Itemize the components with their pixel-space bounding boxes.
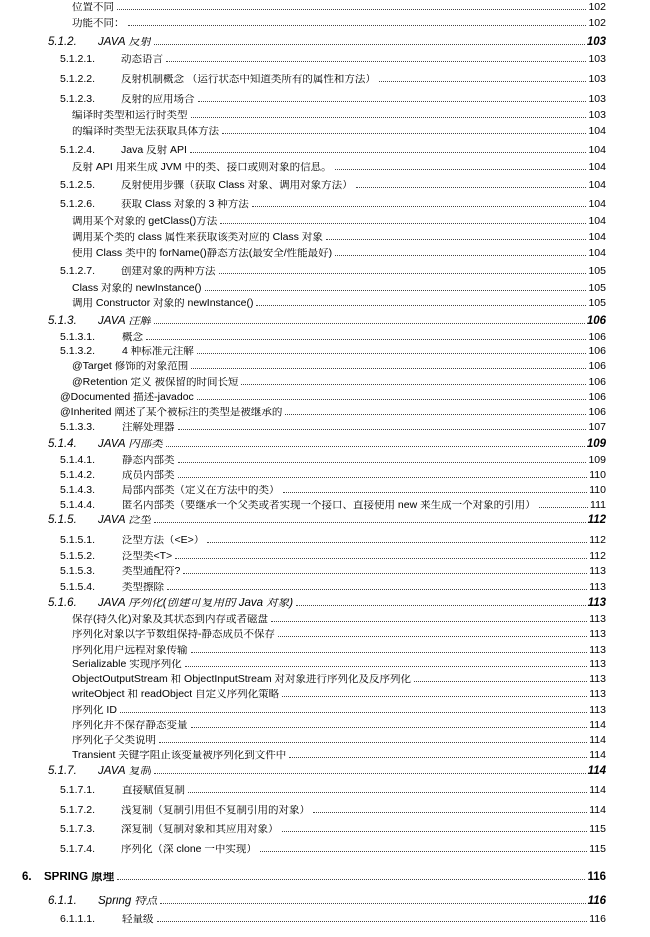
toc-entry[interactable] [72, 2, 606, 13]
toc-dot-leader [241, 384, 586, 385]
toc-entry[interactable] [60, 422, 606, 433]
toc-entry-page-number: 113 [589, 688, 606, 700]
toc-entry-title: JAVA 复制 [98, 766, 152, 777]
toc-entry[interactable] [60, 805, 606, 816]
toc-entry-title: 序列化（深 clone 一中实现） [121, 844, 257, 855]
toc-entry-page-number: 113 [589, 658, 606, 670]
toc-dot-leader [128, 25, 587, 26]
toc-entry[interactable] [60, 500, 606, 511]
toc-entry[interactable] [72, 248, 606, 259]
toc-entry-title: 反射 API 用来生成 JVM 中的类、接口或则对象的信息。 [72, 162, 332, 173]
toc-entry-title: @Documented 描述-javadoc [60, 392, 194, 403]
toc-entry-number: 5.1.3.2. [60, 345, 96, 357]
toc-entry-title: 功能不同： [72, 18, 125, 29]
toc-entry-number: 5.1.6. [48, 597, 77, 609]
toc-entry-page-number: 104 [588, 198, 606, 210]
toc-dot-leader [175, 558, 587, 559]
toc-entry-page-number: 106 [586, 315, 606, 327]
toc-entry-number: 5.1.7. [48, 765, 77, 777]
toc-entry-title: Serializable 实现序列化 [72, 659, 182, 670]
toc-dot-leader [191, 652, 588, 653]
toc-dot-leader [252, 206, 587, 207]
toc-entry-number: 5.1.4.3. [60, 484, 96, 496]
toc-entry[interactable] [48, 598, 606, 610]
toc-entry-page-number: 106 [588, 391, 606, 403]
toc-entry[interactable] [72, 162, 606, 173]
toc-entry-number: 5.1.5.2. [60, 550, 96, 562]
toc-entry-title: 序列化对象以字节数组保持-静态成员不保存 [72, 629, 275, 640]
toc-entry-number: 5.1.3.1. [60, 331, 96, 343]
toc-dot-leader [154, 773, 585, 774]
toc-entry-title: @Target 修饰的对象范围 [72, 361, 189, 372]
toc-entry[interactable] [72, 750, 606, 761]
toc-dot-leader [222, 133, 586, 134]
toc-entry-number: 5.1.3.3. [60, 421, 96, 433]
toc-entry-number: 5.1.2.4. [60, 144, 96, 156]
toc-entry-page-number: 109 [586, 438, 606, 450]
toc-entry[interactable] [72, 674, 606, 685]
toc-entry-page-number: 104 [588, 247, 606, 259]
toc-entry-title: 浅复制（复制引用但不复制引用的对象） [121, 805, 310, 816]
toc-entry-page-number: 104 [588, 179, 606, 191]
toc-entry[interactable] [48, 316, 606, 328]
toc-entry[interactable] [72, 18, 606, 29]
toc-entry-title: JAVA 内部类 [98, 439, 163, 450]
toc-entry-page-number: 112 [587, 514, 606, 526]
toc-entry[interactable] [72, 110, 606, 121]
toc-dot-leader [157, 921, 588, 922]
toc-dot-leader [326, 239, 587, 240]
toc-entry-title: 概念 [122, 332, 143, 343]
toc-dot-leader [220, 223, 586, 224]
toc-entry-number: 5.1.7.3. [60, 823, 96, 835]
toc-entry[interactable] [48, 37, 606, 49]
toc-entry-title: 轻量级 [122, 914, 154, 925]
toc-entry[interactable] [60, 145, 606, 156]
toc-dot-leader [185, 666, 588, 667]
toc-dot-leader [159, 742, 587, 743]
toc-entry-title: 位置不同 [72, 2, 114, 13]
toc-entry[interactable] [72, 705, 606, 716]
toc-entry-title: 深复制（复制对象和其应用对象） [121, 824, 279, 835]
toc-entry[interactable] [72, 735, 606, 746]
toc-dot-leader [207, 542, 587, 543]
toc-entry-title: 创建对象的两种方法 [121, 266, 216, 277]
toc-entry-title: 序列化 ID [72, 705, 117, 716]
toc-entry-title: 匿名内部类（要继承一个父类或者实现一个接口、直接使用 new 来生成一个对象的引用） [122, 500, 536, 511]
toc-entry-page-number: 106 [588, 360, 606, 372]
toc-entry-page-number: 115 [589, 823, 606, 835]
toc-entry[interactable] [60, 535, 606, 546]
toc-entry-title: 保存(持久化)对象及其状态到内存或者磁盘 [72, 614, 268, 625]
toc-dot-leader [197, 353, 587, 354]
toc-entry-page-number: 113 [589, 673, 606, 685]
toc-entry-page-number: 103 [588, 109, 606, 121]
toc-dot-leader [183, 573, 587, 574]
toc-dot-leader [154, 44, 585, 45]
toc-dot-leader [191, 117, 587, 118]
toc-entry[interactable] [60, 94, 606, 105]
toc-entry-title: 调用某个对象的 getClass()方法 [72, 216, 218, 227]
toc-dot-leader [205, 290, 587, 291]
toc-entry-number: 5.1.4.4. [60, 499, 96, 511]
toc-dot-leader [282, 831, 588, 832]
toc-entry-page-number: 105 [588, 297, 606, 309]
toc-entry[interactable] [72, 232, 606, 243]
toc-entry-number: 5.1.7.4. [60, 843, 96, 855]
toc-entry-page-number: 104 [588, 161, 606, 173]
toc-entry[interactable] [60, 346, 606, 357]
toc-entry-title: JAVA 注解 [98, 316, 152, 327]
toc-entry-title: 局部内部类（定义在方法中的类） [122, 485, 280, 496]
toc-dot-leader [154, 323, 585, 324]
toc-entry-page-number: 116 [587, 895, 606, 907]
toc-entry[interactable] [72, 614, 606, 625]
toc-entry-page-number: 102 [588, 17, 606, 29]
toc-dot-leader [282, 696, 587, 697]
toc-entry[interactable] [48, 439, 606, 451]
toc-entry-page-number: 106 [588, 376, 606, 388]
toc-entry-page-number: 103 [586, 36, 606, 48]
toc-entry-title: writeObject 和 readObject 自定义序列化策略 [72, 689, 280, 700]
toc-dot-leader [117, 9, 586, 10]
toc-dot-leader [190, 152, 587, 153]
toc-entry-page-number: 115 [589, 843, 606, 855]
toc-entry-number: 6. [22, 871, 32, 883]
toc-entry-title: 获取 Class 对象的 3 种方法 [121, 199, 249, 210]
toc-entry-title: 注解处理器 [122, 422, 175, 433]
toc-dot-leader [166, 61, 586, 62]
toc-entry[interactable] [60, 566, 606, 577]
toc-dot-leader [178, 429, 587, 430]
toc-entry-number: 5.1.7.1. [60, 784, 96, 796]
toc-entry-title: ObjectOutputStream 和 ObjectInputStream 对对象进行序列化及反序列化 [72, 674, 412, 685]
toc-entry-number: 5.1.5.1. [60, 534, 96, 546]
toc-entry-title: Transient 关键字阻止该变量被序列化到文件中 [72, 750, 287, 761]
toc-entry-number: 5.1.2.2. [60, 73, 96, 85]
toc-entry[interactable] [60, 785, 606, 796]
toc-entry-page-number: 104 [588, 231, 606, 243]
toc-entry-page-number: 104 [588, 125, 606, 137]
toc-entry-page-number: 103 [588, 93, 606, 105]
toc-entry[interactable] [48, 515, 606, 527]
toc-entry[interactable] [72, 377, 606, 388]
toc-entry-page-number: 113 [589, 581, 606, 593]
toc-entry[interactable] [72, 629, 606, 640]
toc-entry-number: 6.1.1.1. [60, 913, 96, 925]
toc-dot-leader [178, 462, 587, 463]
toc-entry-title: SPRING 原理 [44, 872, 115, 883]
toc-entry-page-number: 114 [587, 765, 606, 777]
toc-entry[interactable] [72, 659, 606, 670]
toc-entry[interactable] [60, 582, 606, 593]
toc-entry-page-number: 103 [588, 73, 606, 85]
toc-dot-leader [335, 169, 587, 170]
toc-entry[interactable] [60, 485, 606, 496]
toc-entry-title: 序列化子父类说明 [72, 735, 156, 746]
toc-dot-leader [335, 255, 586, 256]
toc-entry-page-number: 105 [588, 282, 606, 294]
toc-entry[interactable] [60, 266, 606, 277]
toc-entry-page-number: 106 [588, 331, 606, 343]
toc-entry[interactable] [72, 720, 606, 731]
toc-entry-title: 静态内部类 [122, 455, 175, 466]
toc-entry-page-number: 114 [589, 749, 606, 761]
toc-entry-page-number: 105 [588, 265, 606, 277]
toc-entry[interactable] [60, 332, 606, 343]
toc-entry[interactable] [60, 180, 606, 191]
toc-entry[interactable] [72, 126, 606, 137]
toc-entry-page-number: 116 [587, 871, 606, 883]
toc-entry-page-number: 113 [589, 613, 606, 625]
toc-entry-title: JAVA 序列化(创建可复用的 Java 对象) [98, 598, 294, 609]
toc-entry[interactable] [60, 74, 606, 85]
toc-entry-title: 直接赋值复制 [122, 785, 185, 796]
toc-dot-leader [271, 621, 587, 622]
toc-dot-leader [285, 414, 586, 415]
toc-entry[interactable] [60, 551, 606, 562]
toc-entry-title: 类型通配符? [122, 566, 181, 577]
toc-dot-leader [166, 446, 585, 447]
toc-entry-number: 5.1.7.2. [60, 804, 96, 816]
toc-dot-leader [178, 477, 588, 478]
toc-dot-leader [167, 589, 587, 590]
toc-entry-title: @Inherited 阐述了某个被标注的类型是被继承的 [60, 407, 283, 418]
toc-entry-title: 编译时类型和运行时类型 [72, 110, 188, 121]
toc-entry-page-number: 116 [589, 913, 606, 925]
toc-entry[interactable] [72, 216, 606, 227]
toc-entry-title: 调用某个类的 class 属性来获取该类对应的 Class 对象 [72, 232, 323, 243]
toc-entry-page-number: 114 [589, 804, 606, 816]
toc-entry-number: 5.1.5. [48, 514, 77, 526]
toc-entry-number: 5.1.4. [48, 438, 77, 450]
toc-entry-page-number: 113 [589, 565, 606, 577]
toc-dot-leader [414, 681, 587, 682]
toc-entry-title: 反射使用步骤（获取 Class 对象、调用对象方法） [121, 180, 353, 191]
toc-entry-page-number: 109 [588, 454, 606, 466]
toc-entry-title: 的编译时类型无法获取具体方法 [72, 126, 219, 137]
toc-dot-leader [191, 368, 586, 369]
toc-entry[interactable] [48, 896, 606, 908]
toc-entry-number: 5.1.4.2. [60, 469, 96, 481]
toc-dot-leader [379, 81, 587, 82]
toc-dot-leader [117, 879, 585, 880]
toc-entry-title: Class 对象的 newInstance() [72, 283, 202, 294]
toc-dot-leader [154, 522, 585, 523]
toc-dot-leader [356, 187, 587, 188]
toc-entry-title: 泛型类<T> [122, 551, 173, 562]
toc-entry-number: 5.1.5.3. [60, 565, 96, 577]
toc-entry-page-number: 114 [589, 734, 606, 746]
toc-dot-leader [188, 792, 587, 793]
toc-dot-leader [278, 636, 587, 637]
toc-entry-number: 5.1.2.7. [60, 265, 96, 277]
toc-entry-page-number: 113 [589, 628, 606, 640]
toc-entry-page-number: 103 [588, 53, 606, 65]
toc-entry-number: 5.1.2.3. [60, 93, 96, 105]
toc-entry-page-number: 113 [589, 644, 606, 656]
toc-entry-page-number: 110 [589, 469, 606, 481]
toc-entry-title: 动态语言 [121, 54, 163, 65]
toc-dot-leader [313, 812, 587, 813]
toc-entry-page-number: 104 [588, 215, 606, 227]
toc-entry[interactable] [72, 283, 606, 294]
toc-entry[interactable] [72, 645, 606, 656]
toc-entry-number: 6.1.1. [48, 895, 77, 907]
toc-entry[interactable] [72, 689, 606, 700]
toc-entry-title: 反射的应用场合 [121, 94, 195, 105]
toc-entry[interactable] [60, 824, 606, 835]
toc-entry-number: 5.1.4.1. [60, 454, 96, 466]
toc-entry[interactable] [60, 470, 606, 481]
toc-dot-leader [539, 507, 588, 508]
toc-dot-leader [219, 273, 587, 274]
toc-entry-title: 成员内部类 [122, 470, 175, 481]
toc-entry-page-number: 104 [588, 144, 606, 156]
toc-entry-number: 5.1.2.5. [60, 179, 96, 191]
toc-entry-title: 序列化并不保存静态变量 [72, 720, 188, 731]
toc-entry-page-number: 106 [588, 406, 606, 418]
toc-entry-number: 5.1.5.4. [60, 581, 96, 593]
toc-dot-leader [283, 492, 588, 493]
toc-entry-number: 5.1.2.6. [60, 198, 96, 210]
toc-dot-leader [260, 851, 587, 852]
toc-entry-title: 序列化用户远程对象传输 [72, 645, 188, 656]
toc-dot-leader [160, 903, 585, 904]
toc-entry[interactable] [60, 914, 606, 925]
toc-entry-number: 5.1.3. [48, 315, 77, 327]
toc-entry[interactable] [48, 766, 606, 778]
toc-entry[interactable] [60, 392, 606, 403]
toc-dot-leader [198, 101, 587, 102]
toc-entry-page-number: 111 [590, 499, 606, 511]
toc-entry[interactable] [22, 872, 606, 884]
toc-entry-number: 5.1.2. [48, 36, 77, 48]
toc-entry-page-number: 107 [588, 421, 606, 433]
toc-dot-leader [197, 399, 587, 400]
toc-dot-leader [191, 727, 588, 728]
toc-entry-number: 5.1.2.1. [60, 53, 96, 65]
toc-entry-page-number: 113 [587, 597, 606, 609]
toc-entry[interactable] [60, 407, 606, 418]
toc-dot-leader [256, 305, 586, 306]
toc-entry[interactable] [60, 455, 606, 466]
toc-entry-page-number: 110 [589, 484, 606, 496]
toc-entry-page-number: 102 [588, 1, 606, 13]
toc-entry-title: Spring 特点 [98, 896, 158, 907]
toc-entry-title: JAVA 反射 [98, 37, 152, 48]
toc-dot-leader [120, 712, 587, 713]
toc-entry-title: 调用 Constructor 对象的 newInstance() [72, 298, 254, 309]
toc-entry[interactable] [60, 54, 606, 65]
toc-entry[interactable] [72, 298, 606, 309]
toc-entry-title: Java 反射 API [121, 145, 187, 156]
toc-entry-page-number: 106 [588, 345, 606, 357]
toc-entry-title: @Retention 定义 被保留的时间长短 [72, 377, 239, 388]
toc-entry-page-number: 114 [589, 719, 606, 731]
toc-entry-page-number: 113 [589, 704, 606, 716]
toc-dot-leader [289, 757, 587, 758]
toc-entry-title: 使用 Class 类中的 forName()静态方法(最安全/性能最好) [72, 248, 333, 259]
toc-entry[interactable] [60, 844, 606, 855]
toc-entry[interactable] [72, 361, 606, 372]
toc-entry-page-number: 112 [589, 550, 606, 562]
toc-entry-title: 类型擦除 [122, 582, 164, 593]
toc-entry-title: 反射机制概念 （运行状态中知道类所有的属性和方法） [121, 74, 376, 85]
toc-entry-title: 4 种标准元注解 [122, 346, 194, 357]
toc-entry[interactable] [60, 199, 606, 210]
toc-dot-leader [296, 605, 586, 606]
toc-dot-leader [146, 339, 586, 340]
toc-entry-title: 泛型方法（<E>） [122, 535, 205, 546]
toc-entry-title: JAVA 泛型 [98, 515, 152, 526]
toc-entry-page-number: 112 [589, 534, 606, 546]
toc-entry-page-number: 114 [589, 784, 606, 796]
